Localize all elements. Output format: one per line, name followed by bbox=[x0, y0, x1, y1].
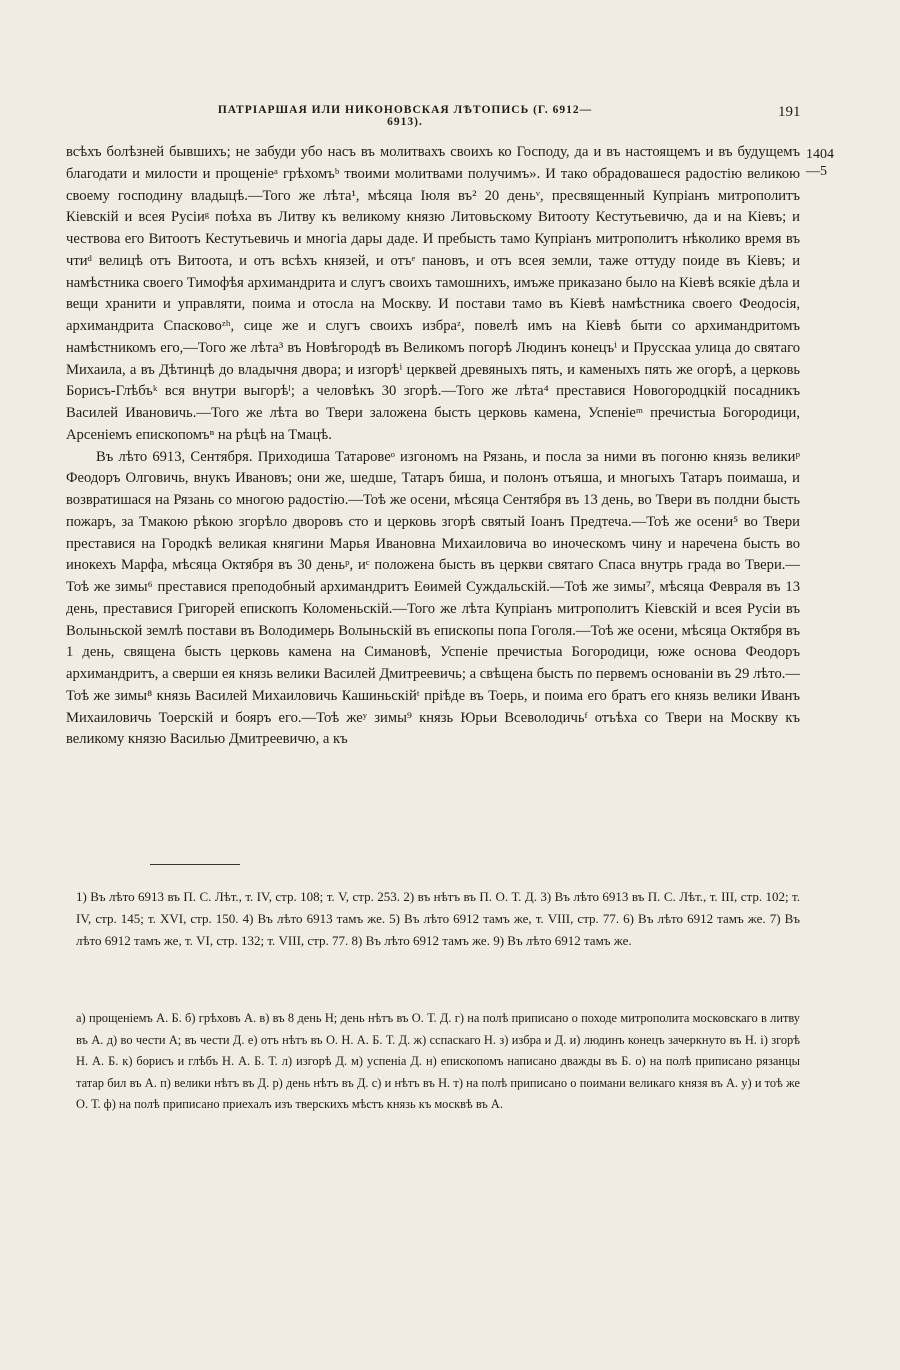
page-number: 191 bbox=[778, 104, 801, 120]
running-title: ПАТРІАРШАЯ ИЛИ НИКОНОВСКАЯ ЛѢТОПИСЬ (Г. 6912—6913). bbox=[217, 104, 593, 128]
variant-readings bbox=[76, 1008, 800, 1116]
variants-text: а) прощеніемъ А. Б. б) грѣховъ А. в) въ 8 день Н; день нѣтъ въ О. Т. Д. г) на полѣ приписано о походе митрополита московскаго в литву въ А. д) во чести А; въ чести Д. е) отъ нѣтъ въ О. Н. А. Б. Т. Д. ж) сспаскаго Н. з) избра и Д. и) людинъ конецъ зачеркнуто въ Н. і) згорѣ Н. А. Б. к) борисъ и глѣбъ Н. А. Б. Т. л) изгорѣ Д. м) успеніа Д. н) епископомъ написано дважды въ Б. о) на полѣ приписано рязанцы татар бил въ А. п) велики нѣтъ въ Д. р) день нѣтъ въ Д. с) и нѣтъ въ Н. т) на полѣ приписано о поимани великаго князя въ А. у) и тоѣ же О. Т. ф) на полѣ приписано приехалъ изъ тверскихъ мѣстъ князь къ москвѣ въ А. bbox=[76, 1011, 800, 1111]
footnotes-text: 1) Въ лѣто 6913 въ П. С. Лѣт., т. IV, стр. 108; т. V, стр. 253. 2) въ нѣтъ въ П. О. Т. Д. 3) Въ лѣто 6913 въ П. С. Лѣт., т. III, стр. 102; т. IV, стр. 145; т. XVI, стр. 150. 4) Въ лѣто 6913 тамъ же. 5) Въ лѣто 6912 тамъ же, т. VIII, стр. 77. 6) Въ лѣто 6912 тамъ же. 7) Въ лѣто 6912 тамъ же, т. VI, стр. 132; т. VIII, стр. 77. 8) Въ лѣто 6912 тамъ же. 9) Въ лѣто 6912 тамъ же. bbox=[76, 889, 800, 948]
source-footnotes bbox=[76, 886, 800, 952]
paragraph: Въ лѣто 6913, Сентября. Приходиша Татаровеᵒ изгономъ на Рязань, и посла за ними въ погоню князь великиᵖ Феодоръ Олговичь, внукъ Ивановъ; они же, шедше, Татаръ биша, и полонъ отъяша, и многыхъ Татаръ поимаша, и возвратишася на Рязань со многою радостію.—Тоѣ же осени, мѣсяца Сентября въ 13 день, во Твери въ полдни бысть пожаръ, за Тмакою рѣкою згорѣло дворовъ сто и церковь згорѣ святый Іоанъ Предтеча.—Тоѣ же осени⁵ во Твери преставися на Городкѣ великая княгини Марья Ивановна Михаиловича во иноческомъ чину и наречена бысть во инокехъ Марфа, мѣсяца Октября въ 30 деньᵖ, иᶜ положена бысть въ церкви святаго Спаса внутрь града во Твери.—Тоѣ же зимы⁶ преставися преподобный архимандритъ Еѳимей Суждальскій.—Тоѣ же зимы⁷, мѣсяца Февраля въ 13 день, преставися Григорей епископъ Коломеньскій.—Того же лѣта Купріанъ митрополитъ Кіевскій и всея Русіи въ Волыньской землѣ постави въ Володимерь Волыньскій въ епископы попа Гоголя.—Тоѣ же осени, мѣсяца Октября въ 1 день, священа бысть церковь камена на Симановѣ, Успеніе пречистыа Богородици, юже основа Феодоръ архимандритъ, а сверши ея князь велики Василей Дмитреевичь; а свѣщена бысть по первемъ основаніи въ 29 лѣто.—Тоѣ же зимы⁸ князь Василей Михаиловичь Кашиньскійᵗ пріѣде въ Тоерь, и поима его братъ его князь велики Иванъ Михаиловичь Тоерскій и бояръ его.—Тоѣ жеʸ зимы⁹ князь Юрьи Всеволодичьᶠ отъѣха со Твери на Москву къ великому князю Василью Дмитреевичю, а къ bbox=[66, 448, 800, 748]
footnote-divider bbox=[150, 864, 240, 865]
paragraph: всѣхъ болѣзней бывшихъ; не забуди убо насъ въ молитвахъ своихъ ко Господу, да и въ настоящемъ и въ будущемъ благодати и милости и прощеніеᵃ грѣхомъᵇ твоими молитвами получимъ». И тако обрадовашеся радостію великою своему господину владыцѣ.—Того же лѣта¹, мѣсяца Іюля въ² 20 деньᵛ, пресвященный Купріанъ митрополитъ Кіевскій и всея Русіиᵍ поѣха въ Литву къ великому князю Литовьскому Витооту Кестутьевичю, да и на Кіевъ; и чествова его Витоотъ Кестутьевичь и многіа дары даде. И пребысть тамо Купріанъ митрополитъ нѣколико время въ чтиᵈ велицѣ отъ Витоота, и отъ всѣхъ князей, и отъᵉ пановъ, и отъ всея земли, таже оттуду поиде въ Кіевъ; и намѣстника своего Тимофѣя архимандрита и слугъ своихъ тамошнихъ, имъже приказано было на Кіевѣ всякіе дѣла и вещи хранити и управляти, поима и отосла на Москву. И постави тамо въ Кіевѣ намѣстника своего Феодосія, архимандрита Спасковоᶻʰ, сице же и слугъ своихъ избраᶻ, повелѣ имъ на Кіевѣ быти со архимандритомъ намѣстникомъ его,—Того же лѣта³ въ Новѣгородѣ въ Великомъ погорѣ Людинъ конецъⁱ и Прусскаа улица до святаго Михаила, а въ Дѣтинцѣ до владычня двора; и изгорѣⁱ церквей древяныхъ пять, и каменыхъ пять же огорѣ, а церковь Борисъ-Глѣбъᵏ вся внутри выгорѣˡ; а человѣкъ 30 згорѣ.—Того же лѣта⁴ преставися Новогородцкій посадникъ Василей Ивановичь.—Того же лѣта во Твери заложена бысть церковь камена, Успеніеᵐ пречистыа Богородици, Арсеніемъ епископомъⁿ на рѣцѣ на Тмацѣ. bbox=[66, 144, 800, 443]
main-text bbox=[66, 142, 800, 751]
margin-year-note: 1404 —5 bbox=[806, 147, 834, 179]
